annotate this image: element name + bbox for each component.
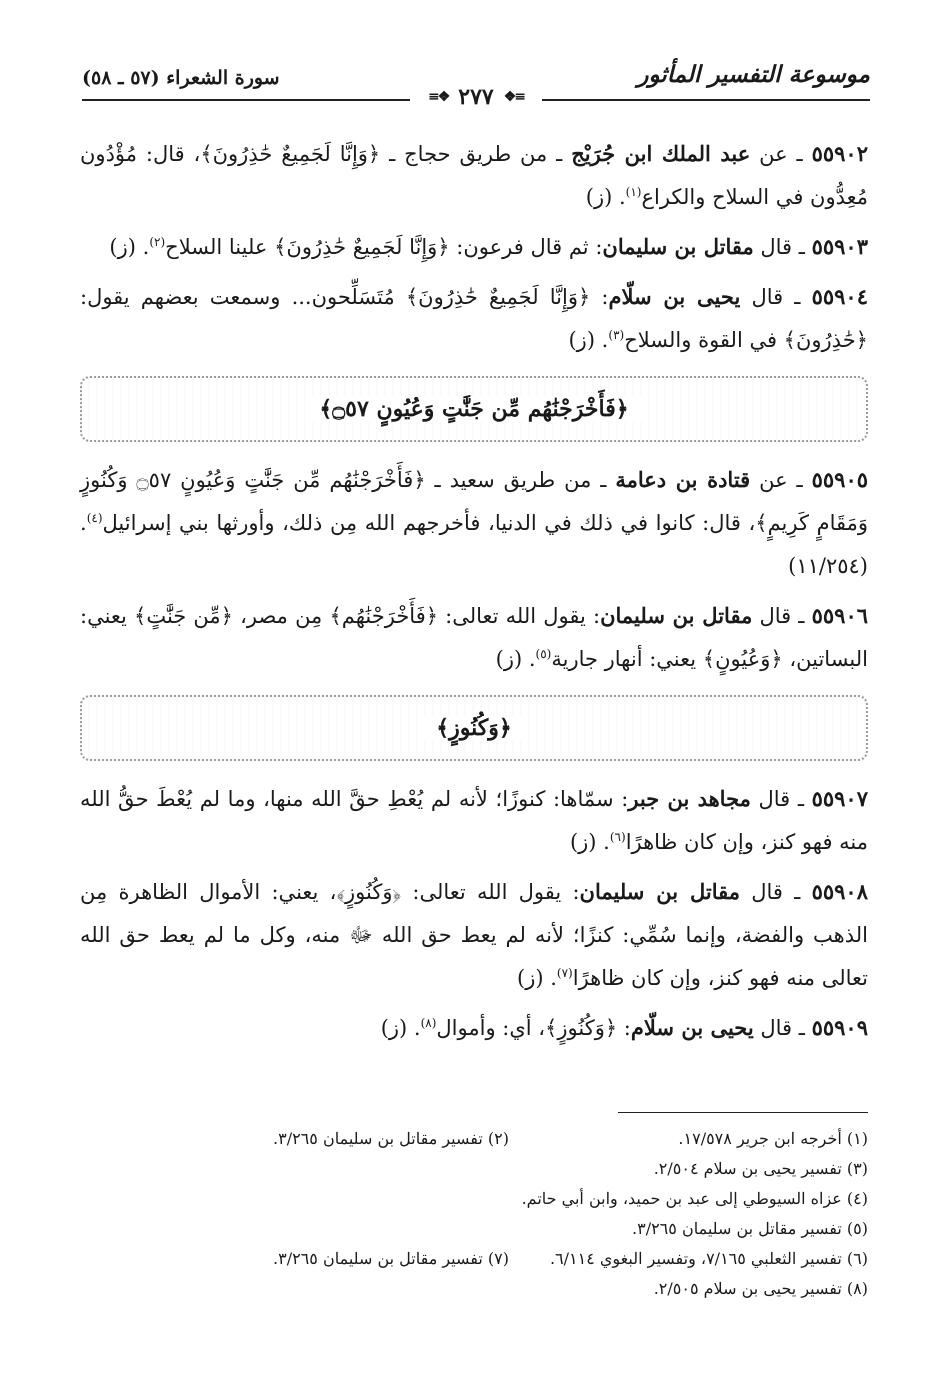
narration-paragraph	[80, 132, 868, 219]
narrator-name: عبد الملك ابن جُرَيْج	[571, 141, 751, 166]
footnote: (١) أخرجه ابن جرير ١٧/٥٧٨.	[678, 1129, 868, 1148]
narrator-name: مقاتل بن سليمان	[600, 603, 753, 628]
narration-intro: ـ قال	[753, 1016, 812, 1040]
narration-paragraph	[80, 777, 868, 864]
verse-heading-box	[80, 376, 868, 442]
narration-number: ٥٥٩٠٨	[811, 879, 868, 904]
narration-paragraph	[80, 458, 868, 588]
page-number: ٢٧٧	[458, 84, 494, 110]
footnote-row	[150, 1124, 868, 1154]
narrator-name: قتادة بن دعامة	[615, 467, 751, 492]
narration-paragraph	[80, 275, 868, 362]
page-header	[82, 55, 870, 115]
narration-intro: ـ قال	[750, 787, 812, 811]
footnote-rule	[618, 1112, 868, 1113]
narration-text: ـ من طريق سعيد ـ ﴿فَأَخْرَجْنَٰهُم مِّن جَنَّٰتٍ وَعُيُونٍ ۝٥٧ وَكُنُوزٍ وَمَقَامٍ كَرِيمٍ﴾، قال: كانوا في ذلك في الدنيا، فأخرجهم الله مِن ذلك، وأورثها بني إسرائيل	[80, 468, 868, 535]
footnotes	[150, 1124, 868, 1304]
narration-intro: ـ قال	[753, 235, 812, 259]
narration-intro: ـ قال	[752, 604, 812, 628]
narrator-name: مجاهد بن جبر	[628, 786, 751, 811]
narrator-name: يحيى بن سلّام	[608, 284, 741, 309]
narration-intro: ـ قال	[740, 285, 812, 309]
narration-text: : سمّاها: كنوزًا؛ لأنه لم يُعْطِ حقَّ الله منها، وما لم يُعْطَ حقُّ الله منه فهو كنز، وإن كان ظاهرًا	[80, 787, 868, 854]
narration-tail: . (ز)	[568, 328, 609, 352]
footnote: (٢) تفسير مقاتل بن سليمان ٣/٢٦٥.	[273, 1129, 509, 1148]
footnote: (٨) تفسير يحيى بن سلام ٢/٥٠٥.	[653, 1279, 868, 1298]
narration-text: : يقول الله تعالى: ﴿فَأَخْرَجْنَٰهُم﴾ مِن مصر، ﴿مِّن جَنَّٰتٍ﴾ يعني: البساتين، ﴿وَعُيُونٍ﴾ يعني: أنهار جارية	[80, 604, 868, 671]
narration-tail: . (ز)	[585, 185, 626, 209]
footnote: (٣) تفسير يحيى بن سلام ٢/٥٠٤.	[653, 1159, 868, 1178]
narration-intro: ـ عن	[750, 142, 812, 166]
footnote-ref: (٤)	[86, 511, 103, 525]
narration-text: : يقول الله تعالى: ﴿وَكُنُوزٍ﴾، يعني: الأموال الظاهرة مِن الذهب والفضة، وإنما سُمِّي: كنزًا؛ لأنه لم يعط حق الله ﷻ منه، وكل ما لم يعط حق الله تعالى منه فهو كنز، وإن كان ظاهرًا	[80, 880, 868, 990]
footnote: (٦) تفسير الثعلبي ٧/١٦٥، وتفسير البغوي ٦/١١٤.	[549, 1249, 868, 1268]
narration-paragraph	[80, 594, 868, 681]
footnote-ref: (٧)	[556, 966, 573, 980]
narration-tail: . (ز)	[517, 966, 557, 990]
footnote: (٤) عزاه السيوطي إلى عبد بن حميد، وابن أبي حاتم.	[521, 1189, 868, 1208]
narration-intro: ـ قال	[740, 880, 812, 904]
narration-number: ٥٥٩٠٦	[811, 603, 869, 628]
footnote: (٧) تفسير مقاتل بن سليمان ٣/٢٦٥.	[273, 1249, 509, 1268]
ornament-icon: ❖≡	[427, 89, 449, 105]
footnote-ref: (٣)	[608, 328, 625, 342]
narration-number: ٥٥٩٠٢	[811, 141, 868, 166]
verse-heading: ﴿فَأَخْرَجْنَٰهُم مِّن جَنَّٰتٍ وَعُيُونٍ ۝٥٧﴾	[305, 396, 642, 422]
narration-text: : ﴿وَكُنُوزٍ﴾، أي: وأموال	[436, 1016, 631, 1040]
footnote: (٥) تفسير مقاتل بن سليمان ٣/٢٦٥.	[632, 1219, 868, 1238]
narration-text: ـ من طريق حجاج ـ ﴿وَإِنَّا لَجَمِيعٌ حَٰذِرُونَ﴾، قال: مُؤْدُون مُعِدُّون في السلاح والكراع	[80, 142, 868, 209]
narration-number: ٥٥٩٠٩	[811, 1015, 868, 1040]
narration-tail: . (ز)	[495, 647, 536, 671]
narrator-name: يحيى بن سلّام	[630, 1015, 754, 1040]
verse-heading-box	[80, 695, 868, 761]
main-text	[80, 132, 868, 1056]
narration-tail: . (ز)	[569, 830, 610, 854]
narration-paragraph	[80, 1006, 868, 1050]
narrator-name: مقاتل بن سليمان	[602, 234, 754, 259]
footnote-ref: (١)	[625, 185, 642, 199]
narration-paragraph	[80, 225, 868, 269]
page-number-wrap	[410, 84, 542, 110]
narration-intro: ـ عن	[750, 468, 812, 492]
narration-number: ٥٥٩٠٣	[811, 234, 868, 259]
narration-tail: . (١١/٢٥٤)	[80, 511, 868, 578]
verse-heading: ﴿وَكُنُوزٍ﴾	[422, 715, 526, 741]
narrator-name: مقاتل بن سليمان	[579, 879, 740, 904]
narration-paragraph	[80, 870, 868, 1000]
narration-number: ٥٥٩٠٧	[811, 786, 868, 811]
narration-tail: . (ز)	[380, 1016, 421, 1040]
narration-tail: . (ز)	[109, 235, 150, 259]
footnote-ref: (٥)	[535, 647, 552, 661]
footnote-ref: (٨)	[420, 1016, 437, 1030]
narration-number: ٥٥٩٠٤	[811, 284, 868, 309]
footnote-ref: (٢)	[149, 235, 166, 249]
ornament-icon: ≡❖	[503, 89, 525, 105]
footnote-row	[150, 1244, 868, 1274]
narration-number: ٥٥٩٠٥	[811, 467, 869, 492]
footnote-ref: (٦)	[609, 830, 626, 844]
narration-text: : ﴿وَإِنَّا لَجَمِيعٌ حَٰذِرُونَ﴾ مُتَسَلِّحون... وسمعت بعضهم يقول: ﴿حَٰذِرُونَ﴾ في القوة والسلاح	[80, 285, 868, 352]
book-title: موسوعة التفسير المأثور	[637, 61, 870, 88]
surah-title: سورة الشعراء (٥٧ ـ ٥٨)	[82, 67, 280, 89]
narration-text: : ثم قال فرعون: ﴿وَإِنَّا لَجَمِيعٌ حَٰذِرُونَ﴾ علينا السلاح	[165, 235, 603, 259]
